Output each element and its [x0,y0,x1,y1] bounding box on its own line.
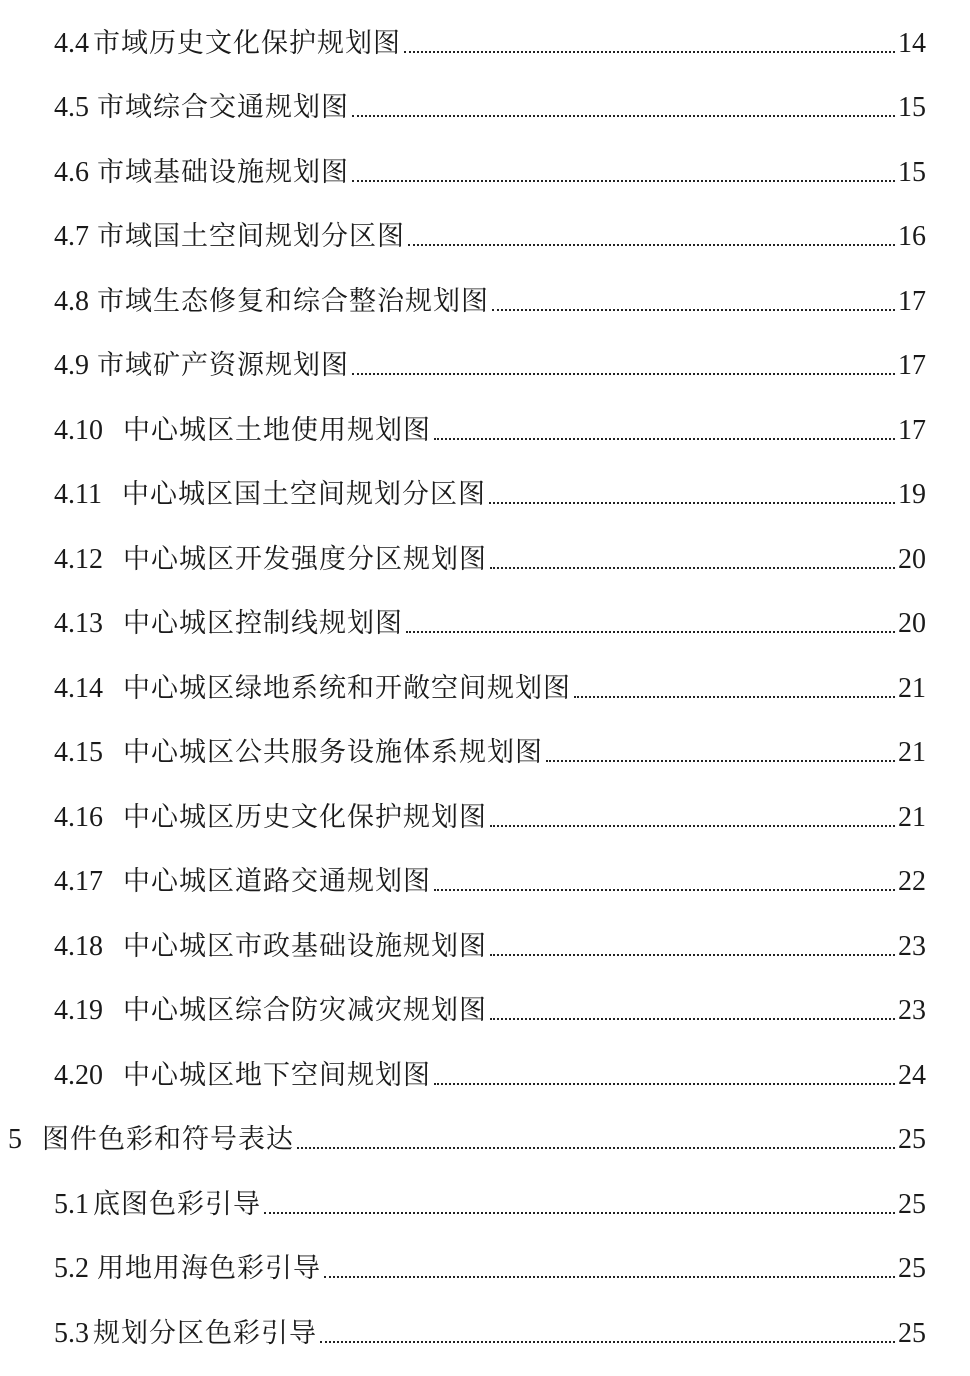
toc-entry[interactable] [54,602,926,642]
toc-entry-number: 4.4 [54,28,89,59]
toc-leader-dots [352,113,895,117]
toc-entry-page: 21 [898,673,926,704]
toc-entry-page: 17 [898,415,926,446]
toc-leader-dots [434,1081,895,1085]
toc-entry-title: 中心城区控制线规划图 [123,608,403,639]
toc-entry-title: 规划分区色彩引导 [93,1318,317,1349]
toc-entry[interactable] [54,538,926,578]
toc-entry-page: 20 [898,544,926,575]
toc-entry-page: 25 [898,1318,926,1349]
toc-entry-title: 中心城区历史文化保护规划图 [123,802,487,833]
toc-entry-page: 25 [898,1253,926,1284]
toc-entry-title: 市域生态修复和综合整治规划图 [97,286,489,317]
toc-leader-dots [404,49,895,53]
toc-entry[interactable] [54,22,926,62]
toc-entry-title: 中心城区市政基础设施规划图 [123,931,487,962]
toc-entry-title: 中心城区开发强度分区规划图 [123,544,487,575]
toc-leader-dots [264,1210,895,1214]
toc-entry[interactable] [54,1312,926,1352]
toc-entry-title: 市域基础设施规划图 [97,157,349,188]
toc-entry-number: 4.12 [54,544,103,575]
toc-entry-number: 4.16 [54,802,103,833]
toc-entry-page: 20 [898,608,926,639]
toc-entry-title: 市域综合交通规划图 [97,92,349,123]
toc-leader-dots [490,952,895,956]
toc-entry-page: 15 [898,92,926,123]
toc-entry[interactable] [54,86,926,126]
toc-entry-number: 4.20 [54,1060,103,1091]
toc-entry[interactable] [54,1054,926,1094]
toc-entry-title: 中心城区土地使用规划图 [123,415,431,446]
toc-entry-title: 图件色彩和符号表达 [42,1124,294,1155]
toc-entry[interactable] [54,731,926,771]
toc-entry-title: 用地用海色彩引导 [97,1253,321,1284]
toc-entry-page: 23 [898,995,926,1026]
toc-leader-dots [490,1016,895,1020]
toc-entry-number: 4.19 [54,995,103,1026]
toc-entry-title: 中心城区国土空间规划分区图 [121,479,486,510]
toc-leader-dots [434,436,895,440]
toc-entry-page: 15 [898,157,926,188]
toc-entry[interactable] [54,1247,926,1287]
toc-entry-number: 4.6 [54,157,89,188]
toc-leader-dots [408,242,895,246]
toc-leader-dots [406,629,895,633]
toc-entry-title: 中心城区公共服务设施体系规划图 [123,737,543,768]
toc-entry-number: 4.17 [54,866,103,897]
toc-leader-dots [297,1145,895,1149]
toc-entry-number: 4.9 [54,350,89,381]
toc-leader-dots [434,887,895,891]
toc-leader-dots [574,694,895,698]
toc-entry-title: 中心城区绿地系统和开敞空间规划图 [123,673,571,704]
toc-entry-page: 19 [898,479,926,510]
toc-entry-number: 4.11 [54,479,102,510]
toc-entry-title: 中心城区道路交通规划图 [123,866,431,897]
toc-entry[interactable] [54,667,926,707]
toc-entry-page: 25 [898,1124,926,1155]
toc-entry[interactable] [54,989,926,1029]
toc-leader-dots [489,500,895,504]
toc-leader-dots [490,565,895,569]
toc-entry-number: 5.2 [54,1253,89,1284]
toc-entry-title: 中心城区地下空间规划图 [123,1060,431,1091]
toc-entry-number: 4.7 [54,221,89,252]
toc-entry-page: 14 [898,28,926,59]
toc-entry-page: 21 [898,802,926,833]
toc-leader-dots [352,178,895,182]
toc-entry-page: 22 [898,866,926,897]
toc-entry-number: 4.13 [54,608,103,639]
toc-section-entry[interactable] [8,1118,926,1158]
toc-entry-title: 底图色彩引导 [93,1189,261,1220]
toc-entry[interactable] [54,860,926,900]
toc-entry[interactable] [54,215,926,255]
toc-leader-dots [352,371,895,375]
toc-entry[interactable] [54,280,926,320]
toc-entry[interactable] [54,1183,926,1223]
toc-entry-page: 17 [898,286,926,317]
toc-entry-number: 5 [8,1124,22,1155]
toc-entry-number: 5.1 [54,1189,89,1220]
toc-entry-page: 25 [898,1189,926,1220]
toc-entry[interactable] [54,925,926,965]
toc-entry-title: 中心城区综合防灾减灾规划图 [123,995,487,1026]
toc-entry-number: 4.15 [54,737,103,768]
toc-leader-dots [320,1339,895,1343]
toc-entry[interactable] [54,151,926,191]
toc-leader-dots [324,1274,895,1278]
toc-entry-number: 5.3 [54,1318,89,1349]
toc-entry[interactable] [54,344,926,384]
toc-entry-title: 市域国土空间规划分区图 [97,221,405,252]
toc-entry-title: 市域矿产资源规划图 [97,350,349,381]
toc-entry-page: 21 [898,737,926,768]
toc-entry-number: 4.5 [54,92,89,123]
toc-entry-page: 23 [898,931,926,962]
toc-entry-title: 市域历史文化保护规划图 [93,28,401,59]
toc-entry-number: 4.14 [54,673,103,704]
toc-entry[interactable] [54,473,926,513]
toc-entry-number: 4.10 [54,415,103,446]
toc-entry-page: 24 [898,1060,926,1091]
toc-leader-dots [546,758,895,762]
toc-entry-page: 16 [898,221,926,252]
toc-entry-number: 4.18 [54,931,103,962]
toc-entry[interactable] [54,409,926,449]
toc-leader-dots [490,823,895,827]
toc-entry-page: 17 [898,350,926,381]
toc-leader-dots [492,307,895,311]
toc-entry-number: 4.8 [54,286,89,317]
toc-entry[interactable] [54,796,926,836]
